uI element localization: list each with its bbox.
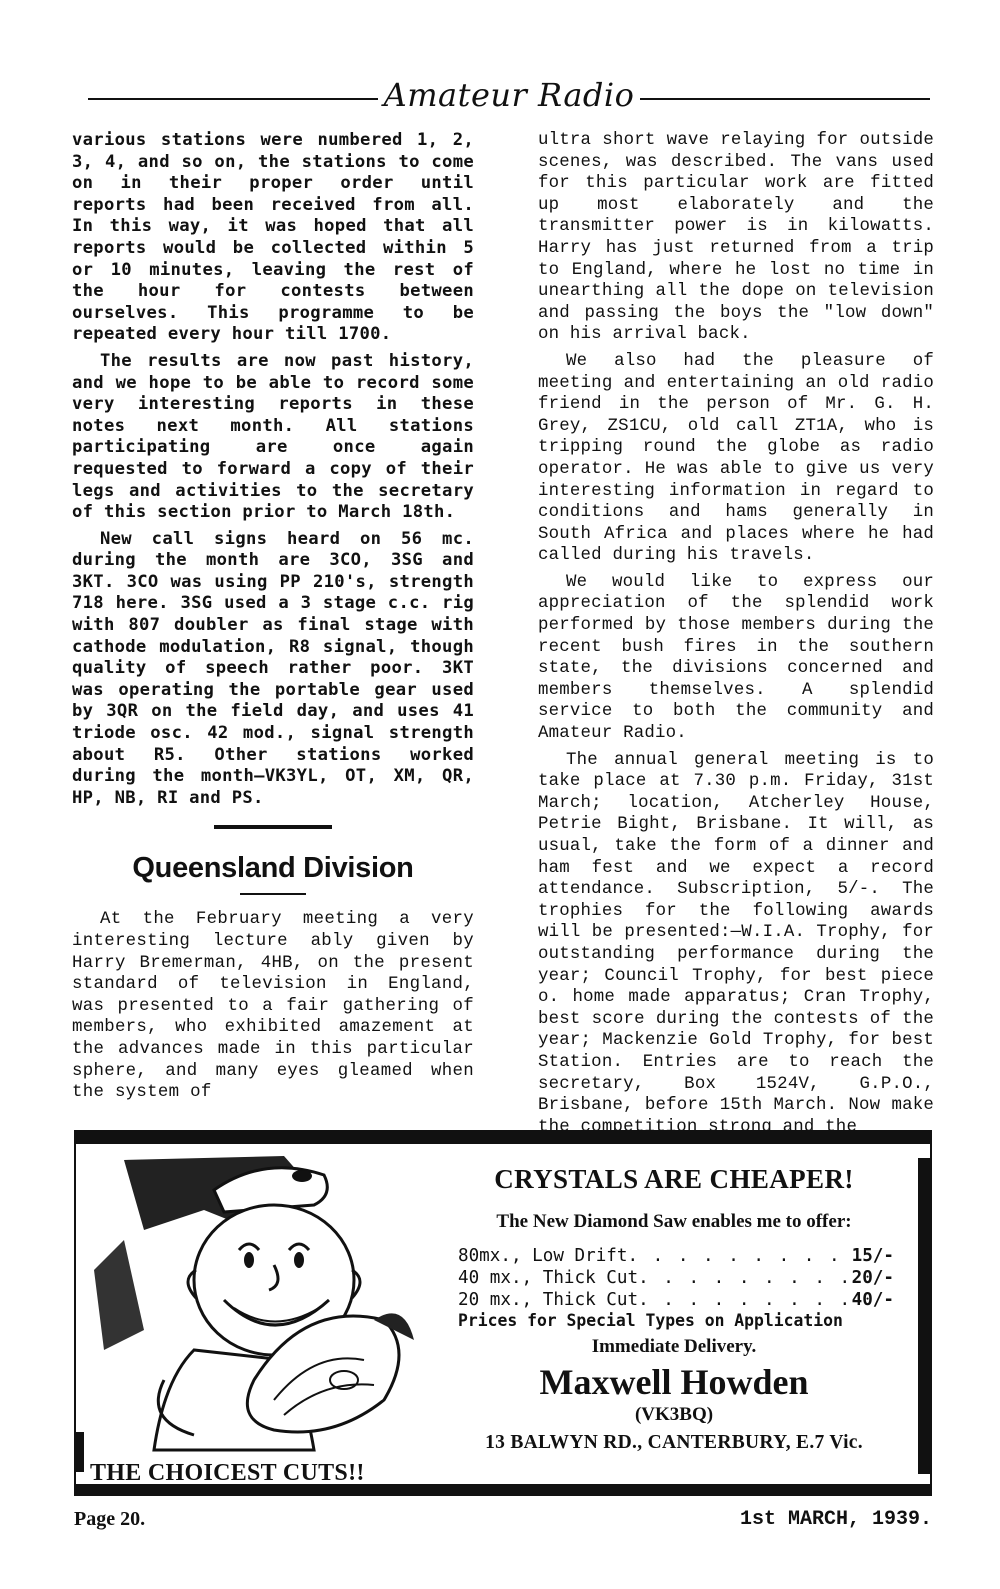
advertiser-name: Maxwell Howden bbox=[539, 1362, 809, 1402]
ad-headline: CRYSTALS ARE CHEAPER! bbox=[494, 1164, 854, 1194]
leader-dots bbox=[627, 1245, 851, 1267]
masthead-title: Amateur Radio bbox=[383, 76, 635, 114]
delivery-note: Immediate Delivery. bbox=[591, 1336, 757, 1357]
section-divider bbox=[214, 825, 332, 829]
special-types-note: Prices for Special Types on Application bbox=[458, 1311, 843, 1330]
cartoon-caption: THE CHOICEST CUTS!! bbox=[90, 1460, 365, 1486]
price-row bbox=[458, 1289, 894, 1311]
price-row bbox=[458, 1245, 894, 1267]
price-list bbox=[458, 1245, 894, 1311]
page-number: Page 20. bbox=[74, 1508, 146, 1530]
butcher-cartoon-icon bbox=[84, 1150, 464, 1454]
masthead-rule-left bbox=[88, 98, 378, 100]
queensland-section bbox=[72, 851, 474, 1103]
price-value: 40/- bbox=[851, 1290, 894, 1310]
ad-border-left-accent bbox=[74, 1432, 84, 1472]
heading-underline bbox=[240, 893, 306, 895]
price-item: 80mx., Low Drift bbox=[458, 1246, 628, 1266]
ad-text-block bbox=[454, 1152, 894, 1454]
article-paragraph: The results are now past history, and we hope to be able to record some very interesting reports in these notes next month. All stations participating are once again requested to forward a copy of their legs and activities to the secretary of this section prior to March 18th. bbox=[72, 350, 474, 523]
section-heading: Queensland Division bbox=[132, 852, 414, 885]
advertiser-callsign: (VK3BQ) bbox=[634, 1404, 714, 1425]
ad-border-right bbox=[918, 1158, 932, 1474]
article-paragraph: The annual general meeting is to take place at 7.30 p.m. Friday, 31st March; location, Atcherley House, Petrie Bight, Brisbane. It will, as usual, take the form of a dinner and ham fest and we expect a record attendance. Subscription, 5/-. The trophies for the following awards will be presented:—W.I.A. Trophy, for outstanding performance during the year; Council Trophy, for best piece o. home made apparatus; Cran Trophy, best score during the contests of the year; Mackenzie Gold Trophy, for best Station. Entries are to reach the secretary, Box 1524V, G.P.O., Brisbane, before 15th March. Now make the competition strong and the bbox=[538, 750, 934, 1137]
right-column bbox=[538, 130, 934, 1143]
price-value: 15/- bbox=[851, 1246, 894, 1266]
leader-dots bbox=[638, 1267, 852, 1289]
leader-dots bbox=[638, 1289, 852, 1311]
advertiser-address: 13 BALWYN RD., CANTERBURY, E.7 Vic. bbox=[485, 1432, 863, 1453]
masthead-rule-right bbox=[640, 98, 930, 100]
crystal-advertisement bbox=[74, 1130, 932, 1496]
left-column bbox=[72, 130, 474, 1109]
article-paragraph: various stations were numbered 1, 2, 3, 4, and so on, the stations to come on in their proper order until reports had been received from all. In this way, it was hoped that all reports would be collected within 5 or 10 minutes, leaving the rest of the hour for contests between ourselves. This programme to be repeated every hour till 1700. bbox=[72, 130, 474, 345]
price-item: 40 mx., Thick Cut bbox=[458, 1268, 639, 1288]
article-paragraph: ultra short wave relaying for outside scenes, was described. The vans used for this particular work are fitted up most elaborately and the transmitter power is in kilowatts. Harry has just returned from a trip to England, where he lost no time in unearthing all the dope on television and passing the boys the "low down" on his arrival back. bbox=[538, 131, 934, 345]
price-row bbox=[458, 1267, 894, 1289]
article-paragraph: We also had the pleasure of meeting and entertaining an old radio friend in the person of Mr. G. H. Grey, ZS1CU, old call ZT1A, who is tripping round the globe as radio operator. He was able to give us very interesting information in regard to conditions and hams generally in South Africa and places where he had called during his travels. bbox=[538, 351, 934, 566]
price-value: 20/- bbox=[851, 1268, 894, 1288]
price-item: 20 mx., Thick Cut bbox=[458, 1290, 639, 1310]
ad-subhead: The New Diamond Saw enables me to offer: bbox=[496, 1211, 852, 1232]
issue-date: 1st MARCH, 1939. bbox=[739, 1508, 932, 1531]
article-paragraph: At the February meeting a very interesting lecture ably given by Harry Bremerman, 4HB, on the present standard of television in England, was presented to a fair gathering of members, who exhibited amazement at the advances made in this particular sphere, and many eyes gleamed when the system of bbox=[72, 910, 474, 1103]
article-paragraph: We would like to express our appreciation of the splendid work performed by those members during the recent bush fires in the southern state, the divisions concerned and members themselves. A splendid service to both the community and Amateur Radio. bbox=[538, 572, 934, 744]
masthead bbox=[88, 74, 930, 116]
article-paragraph: New call signs heard on 56 mc. during the month are 3CO, 3SG and 3KT. 3CO was using PP 210's, strength 718 here. 3SG used a 3 stage c.c. rig with 807 doubler as final stage with cathode modulation, R8 signal, though quality of speech rather poor. 3KT was operating the portable gear used by 3QR on the field day, and uses 41 triode osc. 42 mod., signal strength about R5. Other stations worked during the month—VK3YL, OT, XM, QR, HP, NB, RI and PS. bbox=[72, 528, 474, 808]
